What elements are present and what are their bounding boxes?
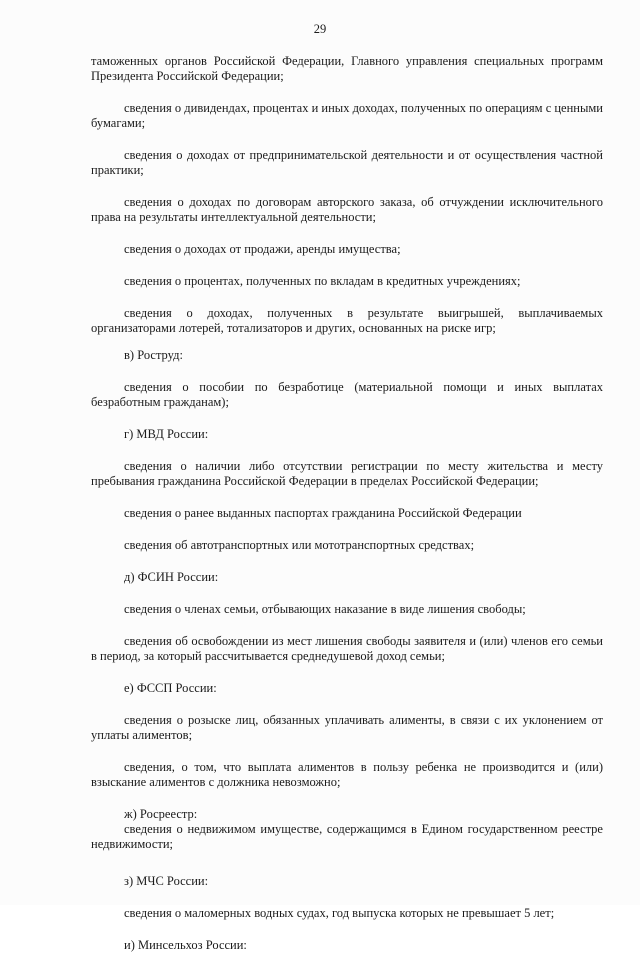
paragraph-alimony-search: сведения о розыске лиц, обязанных уплачивать алименты, в связи с их уклонением от уплаты алиментов; [91, 713, 603, 742]
paragraph-lottery-income: сведения о доходах, полученных в результате выигрышей, выплачиваемых организаторами лотерей, тотализаторов и других, основанных на риске игр; [91, 306, 603, 335]
heading-rosreestr: ж) Росреестр: [124, 807, 198, 821]
heading-minselkhoz: и) Минсельхоз России: [124, 938, 247, 952]
paragraph-vehicles: сведения об автотранспортных или мототранспортных средствах; [124, 538, 475, 552]
heading-rostrud: в) Роструд: [124, 348, 183, 362]
heading-fsin: д) ФСИН России: [124, 570, 219, 584]
page-number: 29 [313, 22, 327, 36]
document-body [91, 54, 603, 953]
paragraph-customs-continuation: таможенных органов Российской Федерации, Главного управления специальных программ Президента Российской Федерации; [91, 54, 603, 83]
heading-mvd: г) МВД России: [124, 427, 209, 441]
paragraph-passports: сведения о ранее выданных паспортах гражданина Российской Федерации [124, 506, 522, 520]
paragraph-registration: сведения о наличии либо отсутствии регистрации по месту жительства и месту пребывания гражданина Российской Федерации в пределах Российской Федерации; [91, 459, 603, 488]
paragraph-deposit-interest: сведения о процентах, полученных по вкладам в кредитных учреждениях; [124, 274, 521, 288]
paragraph-copyright-income: сведения о доходах по договорам авторского заказа, об отчуждении исключительного права на результаты интеллектуальной деятельности; [91, 195, 603, 224]
heading-fssp: е) ФССП России: [124, 681, 217, 695]
paragraph-property-sale: сведения о доходах от продажи, аренды имущества; [124, 242, 401, 256]
paragraph-real-estate: сведения о недвижимом имуществе, содержащимся в Едином государственном реестре недвижимости; [91, 822, 603, 851]
paragraph-dividends: сведения о дивидендах, процентах и иных доходах, полученных по операциям с ценными бумагами; [91, 101, 603, 130]
paragraph-unemployment-benefit: сведения о пособии по безработице (материальной помощи и иных выплатах безработным гражданам); [91, 380, 603, 409]
paragraph-family-imprisoned: сведения о членах семьи, отбывающих наказание в виде лишения свободы; [124, 602, 526, 616]
heading-mchs: з) МЧС России: [124, 874, 209, 888]
paragraph-small-boats: сведения о маломерных водных судах, год выпуска которых не превышает 5 лет; [124, 906, 555, 920]
paragraph-release-from-prison: сведения об освобождении из мест лишения свободы заявителя и (или) членов его семьи в период, за который рассчитывается среднедушевой доход семьи; [91, 634, 603, 663]
paragraph-business-income: сведения о доходах от предпринимательской деятельности и от осуществления частной практики; [91, 148, 603, 177]
paragraph-alimony-not-paid: сведения, о том, что выплата алиментов в пользу ребенка не производится и (или) взыскание алиментов с должника невозможно; [91, 760, 603, 789]
